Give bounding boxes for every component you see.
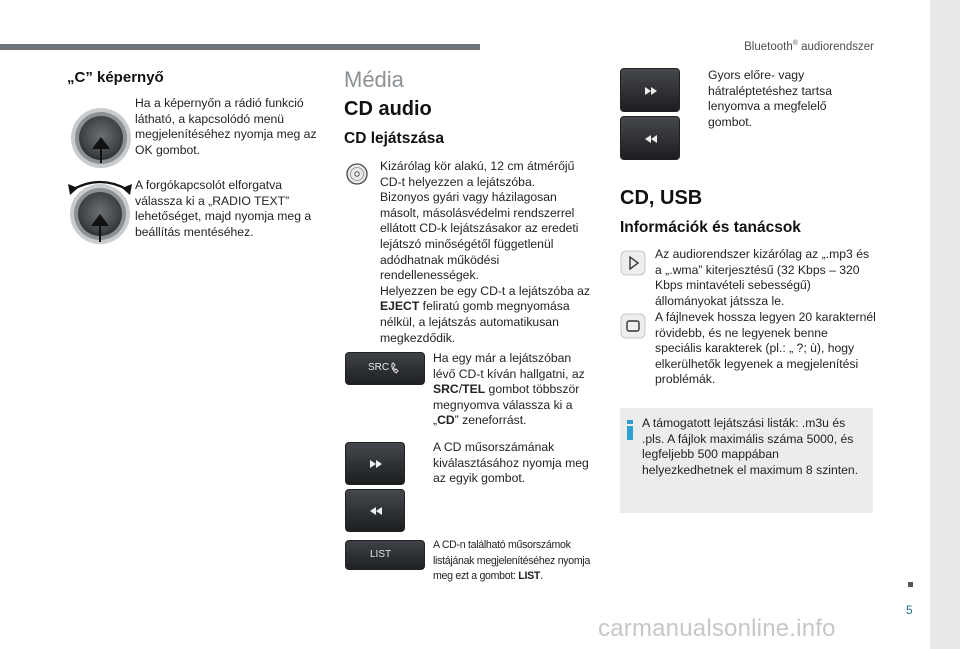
page-number: 5: [906, 603, 913, 617]
cd-playback-text: Kizárólag kör alakú, 12 cm átmérőjű CD-t helyezzen a lejátszóba. Bizonyos gyári vagy házilagosan másolt, másolásvédelmi rendszerrel ellátott CD-k lejátszásakor az eredeti lejátszó minőségétől függetlenül adódhatnak működési rendellenességek. Helyezzen be egy CD-t a lejátszóba az EJECT feliratú gomb megnyomása nélkül, a lejátszás automatikusan megkezdődik.: [380, 159, 591, 345]
fast-forward-icon: [645, 87, 657, 95]
note-box: [620, 408, 873, 513]
phone-icon: [390, 362, 403, 375]
fast-forward-text: Gyors előre- vagy hátraléptetéshez tartsa lenyomva a megfelelő gombot.: [708, 68, 832, 129]
fast-forward-icon: [370, 460, 382, 468]
next-track-button[interactable]: [345, 442, 405, 485]
page-header: Bluetooth® audiorendszer: [744, 40, 874, 53]
cd-usb-heading: CD, USB: [620, 187, 703, 209]
c-screen-heading: „C” képernyő: [67, 69, 164, 86]
rewind-button[interactable]: [620, 116, 680, 160]
c-screen-text-1: Ha a képernyőn a rádió funkció látható, a kapcsolódó menü megjelenítéséhez nyomja meg az OK gombot.: [135, 96, 317, 157]
info-icon: [624, 420, 636, 440]
previous-track-button[interactable]: [345, 489, 405, 532]
c-screen-text-2: A forgókapcsolót elforgatva válassza ki a „RADIO TEXT” lehetőséget, majd nyomja meg a beállítás mentéséhez.: [135, 178, 312, 239]
square-info-icon: [620, 313, 646, 339]
rewind-icon: [370, 507, 382, 515]
media-title: Média: [344, 67, 404, 92]
ok-knob-icon: [70, 107, 132, 169]
rewind-icon: [645, 135, 657, 143]
fast-forward-button[interactable]: [620, 68, 680, 112]
note-text: A támogatott lejátszási listák: .m3u és .pls. A fájlok maximális száma 5000, és legfeljebb 500 mappában helyezkedhetnek el maximum 8 szinten.: [642, 416, 859, 477]
continue-marker: [908, 582, 913, 587]
info-text-1: Az audiorendszer kizárólag az „.mp3 és a „.wma” kiterjesztésű (32 Kbps – 320 Kbps mintavételi sebességű) állományokat játssza le.: [655, 247, 870, 308]
cd-audio-heading: CD audio: [344, 98, 432, 120]
info-text-2: A fájlnevek hossza legyen 20 karakternél rövidebb, és ne legyenek benne speciális karakterek (pl.: „ ?; ù), hogy elkerülhetők legyenek a megjelenítési problémák.: [655, 310, 876, 387]
list-text: A CD-n található műsorszámok listájának megjelenítéséhez nyomja meg ezt a gombot: LIST.: [433, 539, 591, 582]
src-text: Ha egy már a lejátszóban lévő CD-t kíván hallgatni, az SRC/TEL gombot többször megnyomva válassza ki a „CD” zeneforrást.: [433, 351, 585, 428]
select-track-text: A CD műsorszámának kiválasztásához nyomja meg az egyik gombot.: [433, 440, 589, 486]
cd-playback-heading: CD lejátszása: [344, 130, 444, 147]
disc-icon: [345, 162, 369, 186]
info-heading: Információk és tanácsok: [620, 219, 801, 236]
rotary-knob-icon: [66, 176, 134, 246]
list-button[interactable]: LIST: [345, 540, 425, 570]
header-bar: [0, 44, 480, 50]
page-side-strip: [930, 0, 960, 649]
play-info-icon: [620, 250, 646, 276]
src-tel-button[interactable]: SRC: [345, 352, 425, 385]
watermark: carmanualsonline.info: [598, 615, 836, 642]
